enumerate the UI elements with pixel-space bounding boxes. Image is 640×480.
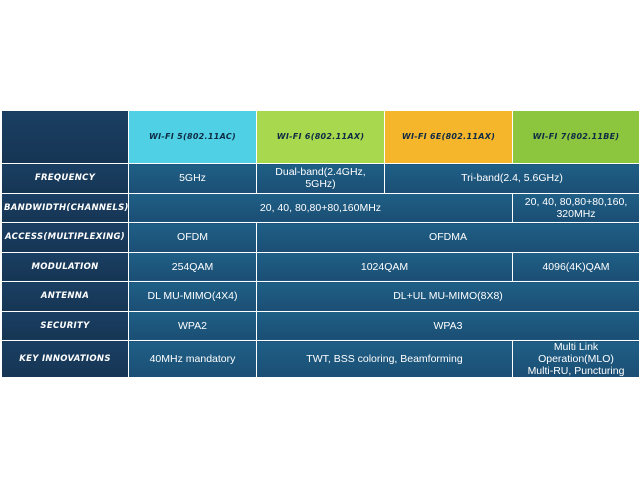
row-frequency [2,164,640,194]
row-label-antenna: ANTENNA [2,282,129,312]
innovations-wifi7-line1: Multi Link Operation(MLO) [538,341,614,365]
column-header-wifi6e: WI-FI 6E(802.11AX) [385,111,513,164]
row-label-security: SECURITY [2,311,129,341]
row-bandwidth [2,193,640,223]
cell-frequency-wifi5: 5GHz [129,164,257,194]
corner-cell [2,111,129,164]
row-modulation [2,252,640,282]
cell-modulation-wifi5: 254QAM [129,252,257,282]
column-header-wifi7: WI-FI 7(802.11BE) [513,111,640,164]
cell-access-wifi5: OFDM [129,223,257,253]
row-label-innovations: KEY INNOVATIONS [2,341,129,378]
cell-innovations-wifi5: 40MHz mandatory [129,341,257,378]
cell-bandwidth-wifi5-6e: 20, 40, 80,80+80,160MHz [129,193,513,223]
cell-bandwidth-wifi7: 20, 40, 80,80+80,160, 320MHz [513,193,640,223]
cell-frequency-wifi6: Dual-band(2.4GHz, 5GHz) [257,164,385,194]
cell-modulation-wifi6-6e: 1024QAM [257,252,513,282]
row-antenna [2,282,640,312]
cell-modulation-wifi7: 4096(4K)QAM [513,252,640,282]
cell-access-wifi6-7: OFDMA [257,223,640,253]
innovations-wifi7-line2: Multi-RU, Puncturing [527,365,625,377]
row-security [2,311,640,341]
cell-security-wifi5: WPA2 [129,311,257,341]
row-access [2,223,640,253]
cell-antenna-wifi5: DL MU-MIMO(4X4) [129,282,257,312]
row-label-frequency: FREQUENCY [2,164,129,194]
cell-innovations-wifi7 [513,341,640,378]
row-innovations [2,341,640,378]
cell-security-wifi6-7: WPA3 [257,311,640,341]
row-label-access: ACCESS(MULTIPLEXING) [2,223,129,253]
row-label-modulation: MODULATION [2,252,129,282]
column-header-wifi5: WI-FI 5(802.11AC) [129,111,257,164]
wifi-comparison-table [1,110,640,378]
row-label-bandwidth: BANDWIDTH(CHANNELS) [2,193,129,223]
cell-innovations-wifi6-6e: TWT, BSS coloring, Beamforming [257,341,513,378]
header-row [2,111,640,164]
cell-frequency-wifi6e-7: Tri-band(2.4, 5.6GHz) [385,164,640,194]
column-header-wifi6: WI-FI 6(802.11AX) [257,111,385,164]
cell-antenna-wifi6-7: DL+UL MU-MIMO(8X8) [257,282,640,312]
